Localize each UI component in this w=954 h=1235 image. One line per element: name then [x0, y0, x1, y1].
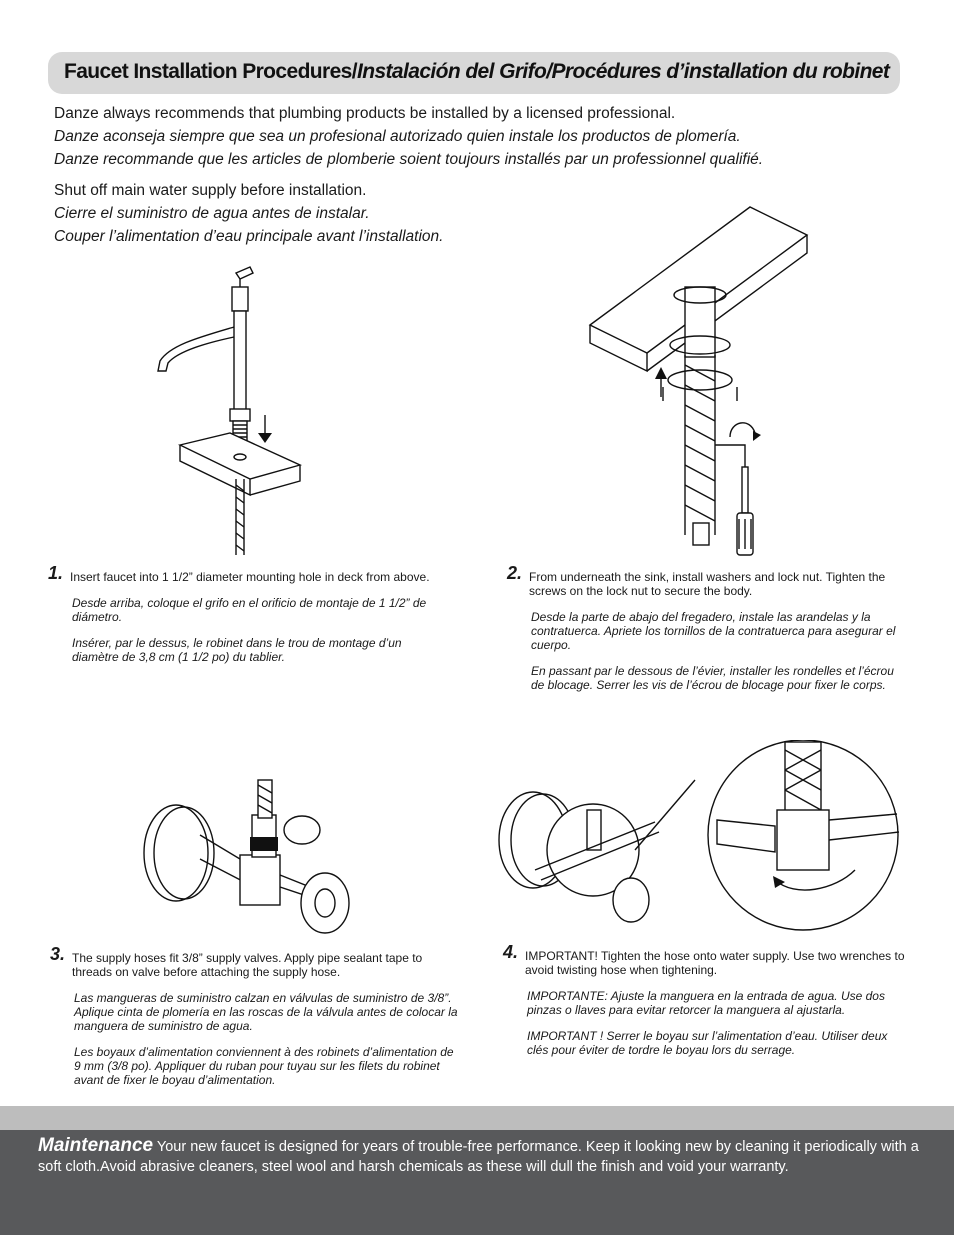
step-1-es: Desde arriba, coloque el grifo en el orificio de montaje de 1 1/2” de diámetro.	[72, 596, 427, 624]
professional-notice	[54, 102, 763, 171]
shutoff-notice-en: Shut off main water supply before installation.	[54, 182, 367, 199]
professional-notice-en: Danze always recommends that plumbing products be installed by a licensed professional.	[54, 105, 676, 122]
shutoff-notice	[54, 179, 443, 248]
step-number: 2.	[507, 563, 523, 583]
step-4	[503, 942, 910, 1069]
professional-notice-fr: Danze recommande que les articles de plomberie soient toujours installés par un professionnel qualifié.	[54, 151, 764, 168]
step-2	[507, 563, 909, 704]
two-wrench-tightening-illustration	[495, 740, 915, 935]
maintenance-body: Your new faucet is designed for years of trouble-free performance. Keep it looking new by cleaning it periodically with a soft cloth.Avoid abrasive cleaners, steel wool and harsh chemicals as these will dull the finish and void your warranty.	[38, 1139, 919, 1175]
step-2-en: From underneath the sink, install washers and lock nut. Tighten the screws on the lock nut to secure the body.	[529, 570, 886, 598]
maintenance-section	[0, 1106, 954, 1235]
step-2-es: Desde la parte de abajo del fregadero, instale las arandelas y la contratuerca. Apriete los tornillos de la contratuerca para asegurar el cuerpo.	[531, 610, 896, 652]
page-title	[48, 52, 900, 94]
maintenance-text	[38, 1136, 928, 1177]
step-3-es: Las mangueras de suministro calzan en válvulas de suministro de 3/8”. Aplique cinta de plomería en las roscas de la válvula antes de colocar la manguera de suministro de agua.	[74, 991, 458, 1033]
shutoff-notice-es: Cierre el suministro de agua antes de instalar.	[54, 205, 370, 222]
step-3	[50, 944, 460, 1099]
title-spanish-french: Instalación del Grifo/Procédures d’installation du robinet	[357, 60, 890, 83]
shutoff-notice-fr: Couper l’alimentation d’eau principale avant l’installation.	[54, 228, 444, 245]
faucet-insertion-illustration	[150, 265, 310, 565]
maintenance-heading: Maintenance	[38, 1135, 154, 1156]
step-4-es: IMPORTANTE: Ajuste la manguera en la entrada de agua. Use dos pinzas o llaves para evitar retorcer la manguera al ajustarla.	[527, 989, 885, 1017]
step-3-en: The supply hoses fit 3/8” supply valves. Apply pipe sealant tape to threads on valve before attaching the supply hose.	[72, 951, 423, 979]
step-1	[48, 563, 445, 676]
step-4-fr: IMPORTANT ! Serrer le boyau sur l’alimentation d’eau. Utiliser deux clés pour éviter de tordre le boyau lors du serrage.	[527, 1029, 888, 1057]
step-3-fr: Les boyaux d’alimentation conviennent à des robinets d’alimentation de 9 mm (3/8 po). Appliquer du ruban pour tuyau sur les filets du robinet avant de fixer le boyau d’alimentation.	[74, 1045, 454, 1087]
step-number: 3.	[50, 944, 66, 964]
supply-valve-tape-illustration	[140, 775, 360, 945]
lock-nut-installation-illustration	[585, 205, 915, 565]
step-4-en: IMPORTANT! Tighten the hose onto water supply. Use two wrenches to avoid twisting hose when tightening.	[525, 949, 905, 977]
step-1-en: Insert faucet into 1 1/2” diameter mounting hole in deck from above.	[70, 570, 430, 584]
title-english: Faucet Installation Procedures/	[64, 60, 357, 83]
step-number: 4.	[503, 942, 519, 962]
divider	[0, 1106, 954, 1130]
professional-notice-es: Danze aconseja siempre que sea un profesional autorizado quien instale los productos de plomería.	[54, 128, 741, 145]
step-number: 1.	[48, 563, 64, 583]
step-2-fr: En passant par le dessous de l’évier, installer les rondelles et l’écrou de blocage. Serrer les vis de l’écrou de blocage pour fixer le corps.	[531, 664, 894, 692]
step-1-fr: Insérer, par le dessus, le robinet dans le trou de montage d’un diamètre de 3,8 cm (1 1/2 po) du tablier.	[72, 636, 402, 664]
